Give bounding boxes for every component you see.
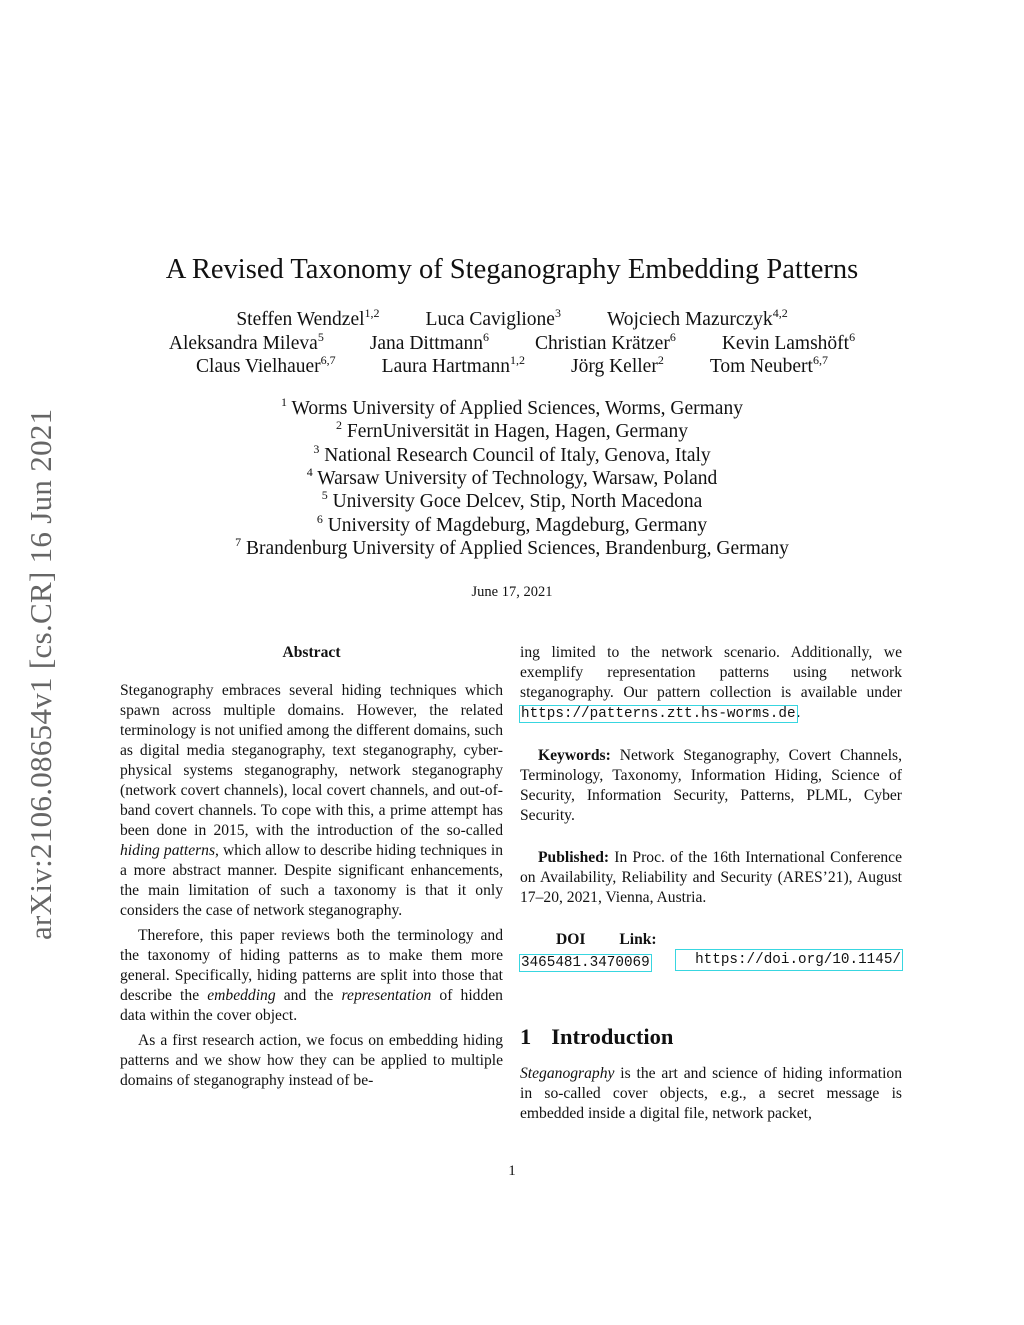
- section-title: Introduction: [551, 1024, 674, 1049]
- author-affiliation-marker: 3: [554, 306, 561, 320]
- italic-term: embedding: [207, 987, 276, 1004]
- author-name: Laura Hartmann$^{1,2}$: [381, 353, 525, 377]
- affiliation-line: $^3$ National Research Council of Italy, Genova, Italy: [313, 441, 711, 466]
- author-affiliation-marker: 5: [317, 330, 324, 344]
- abstract-paragraph-1: Steganography embraces several hiding techniques which spawn across multiple domains. However, the related terminology is not unified among the different domains, such as digital media steganography, text steganography, cyber-physical systems steganography, network steganography (network covert channels), local covert channels, and out-of-band covert channels. To cope with this, a prime attempt has been done in 2015, with the introduction of the so-called hiding patterns, which allow to describe hiding techniques in a more abstract manner. Despite significant enhancements, the main limitation of such a taxonomy is that it only considers the case of network steganography.: [120, 682, 503, 919]
- italic-term: hiding patterns: [120, 842, 216, 859]
- affiliation-number: 1: [281, 395, 288, 409]
- author-name: Luca Caviglione$^3$: [425, 306, 561, 330]
- affiliation-line: $^7$ Brandenburg University of Applied Sciences, Brandenburg, Germany: [235, 534, 789, 559]
- right-column: [520, 643, 902, 1124]
- arxiv-sidebar-stamp: arXiv:2106.08654v1 [cs.CR] 16 Jun 2021: [23, 408, 58, 940]
- author-name: Claus Vielhauer$^{6,7}$: [196, 353, 336, 377]
- keywords-text: Network Steganography, Covert Channels, Terminology, Taxonomy, Information Hiding, Science of Security, Information Security, Patterns, PLML, Cyber Security.: [520, 747, 902, 824]
- published-text: In Proc. of the 16th International Conference on Availability, Reliability and Security (ARES’21), August 17–20, 2021, Vienna, Austria.: [520, 849, 902, 906]
- section-heading: [520, 1024, 902, 1050]
- affiliation-number: 5: [321, 488, 328, 503]
- affiliation-number: 7: [235, 534, 242, 549]
- affiliation-number: 4: [306, 464, 313, 479]
- page-number: 1: [508, 1163, 516, 1179]
- author-affiliation-marker: 6: [669, 330, 676, 344]
- affiliation-line: $^1$ Worms University of Applied Sciences, Worms, Germany: [281, 395, 743, 419]
- author-name: Christian Krätzer$^6$: [535, 330, 676, 354]
- author-row: [0, 306, 1024, 331]
- author-affiliation-marker: 6,7: [320, 353, 336, 367]
- author-affiliation-marker: 6,7: [812, 353, 828, 367]
- introduction-paragraph: Steganography is the art and science of hiding information in so-called cover objects, e.g., a secret message is embedded inside a digital file, network packet,: [520, 1065, 902, 1122]
- author-affiliation-marker: 1,2: [509, 353, 525, 367]
- doi-label: DOI Link:: [556, 931, 657, 948]
- author-name: Jörg Keller$^2$: [570, 353, 664, 377]
- author-name: Kevin Lamshöft$^6$: [721, 330, 856, 354]
- section-number: 1: [520, 1024, 532, 1049]
- doi-link-part1[interactable]: https://doi.org/10.1145/: [676, 950, 902, 970]
- paper-title: A Revised Taxonomy of Steganography Embedding Patterns: [165, 254, 859, 285]
- italic-term: representation: [341, 987, 432, 1004]
- italic-term: Steganography: [520, 1065, 615, 1082]
- author-affiliation-marker: 6: [849, 330, 856, 344]
- author-name: Aleksandra Mileva$^5$: [168, 330, 324, 354]
- author-name: Wojciech Mazurczyk$^{4,2}$: [606, 306, 788, 330]
- author-name: Steffen Wendzel$^{1,2}$: [236, 306, 380, 330]
- affiliation-line: $^4$ Warsaw University of Technology, Warsaw, Poland: [306, 464, 718, 489]
- abstract-heading: Abstract: [282, 644, 341, 661]
- keywords-label: Keywords:: [538, 747, 611, 764]
- author-name: Tom Neubert$^{6,7}$: [709, 353, 828, 377]
- published-block: [520, 848, 902, 908]
- published-label: Published:: [538, 849, 610, 866]
- abstract-paragraph-2: Therefore, this paper reviews both the terminology and the taxonomy of hiding patterns as to make them more general. Specifically, hiding patterns are split into those that describe the embedding and the representation of hidden data within the cover object.: [120, 927, 503, 1024]
- pattern-collection-link[interactable]: https://patterns.ztt.hs-worms.de: [521, 706, 796, 722]
- keywords-block: [520, 746, 902, 826]
- affiliation-number: 6: [316, 511, 323, 526]
- author-name: Jana Dittmann$^6$: [369, 330, 489, 354]
- author-affiliation-marker: 6: [483, 330, 489, 344]
- affiliation-line: $^6$ University of Magdeburg, Magdeburg, Germany: [316, 511, 708, 536]
- abstract-paragraph-3-continued: ing limited to the network scenario. Additionally, we exemplify representation patterns using network steganography. Our pattern collection is available under https://patterns.ztt.hs-worms.de.: [520, 644, 902, 722]
- author-row: [0, 330, 1024, 355]
- paper-date: June 17, 2021: [471, 584, 553, 600]
- affiliation-number: 2: [335, 418, 342, 433]
- affiliation-line: $^5$ University Goce Delcev, Stip, North Macedona: [321, 488, 703, 513]
- doi-link-part2[interactable]: 3465481.3470069: [521, 955, 650, 971]
- affiliation-line: $^2$ FernUniversität in Hagen, Hagen, Germany: [335, 418, 689, 443]
- author-affiliation-marker: 2: [657, 353, 664, 367]
- author-affiliation-marker: 1,2: [364, 306, 380, 320]
- left-column: [120, 643, 503, 1091]
- author-row: [0, 353, 1024, 378]
- abstract-paragraph-3: As a first research action, we focus on embedding hiding patterns and we show how they can be applied to multiple domains of steganography instead of be-: [120, 1032, 503, 1089]
- author-affiliation-marker: 4,2: [772, 306, 788, 320]
- affiliation-number: 3: [313, 441, 320, 456]
